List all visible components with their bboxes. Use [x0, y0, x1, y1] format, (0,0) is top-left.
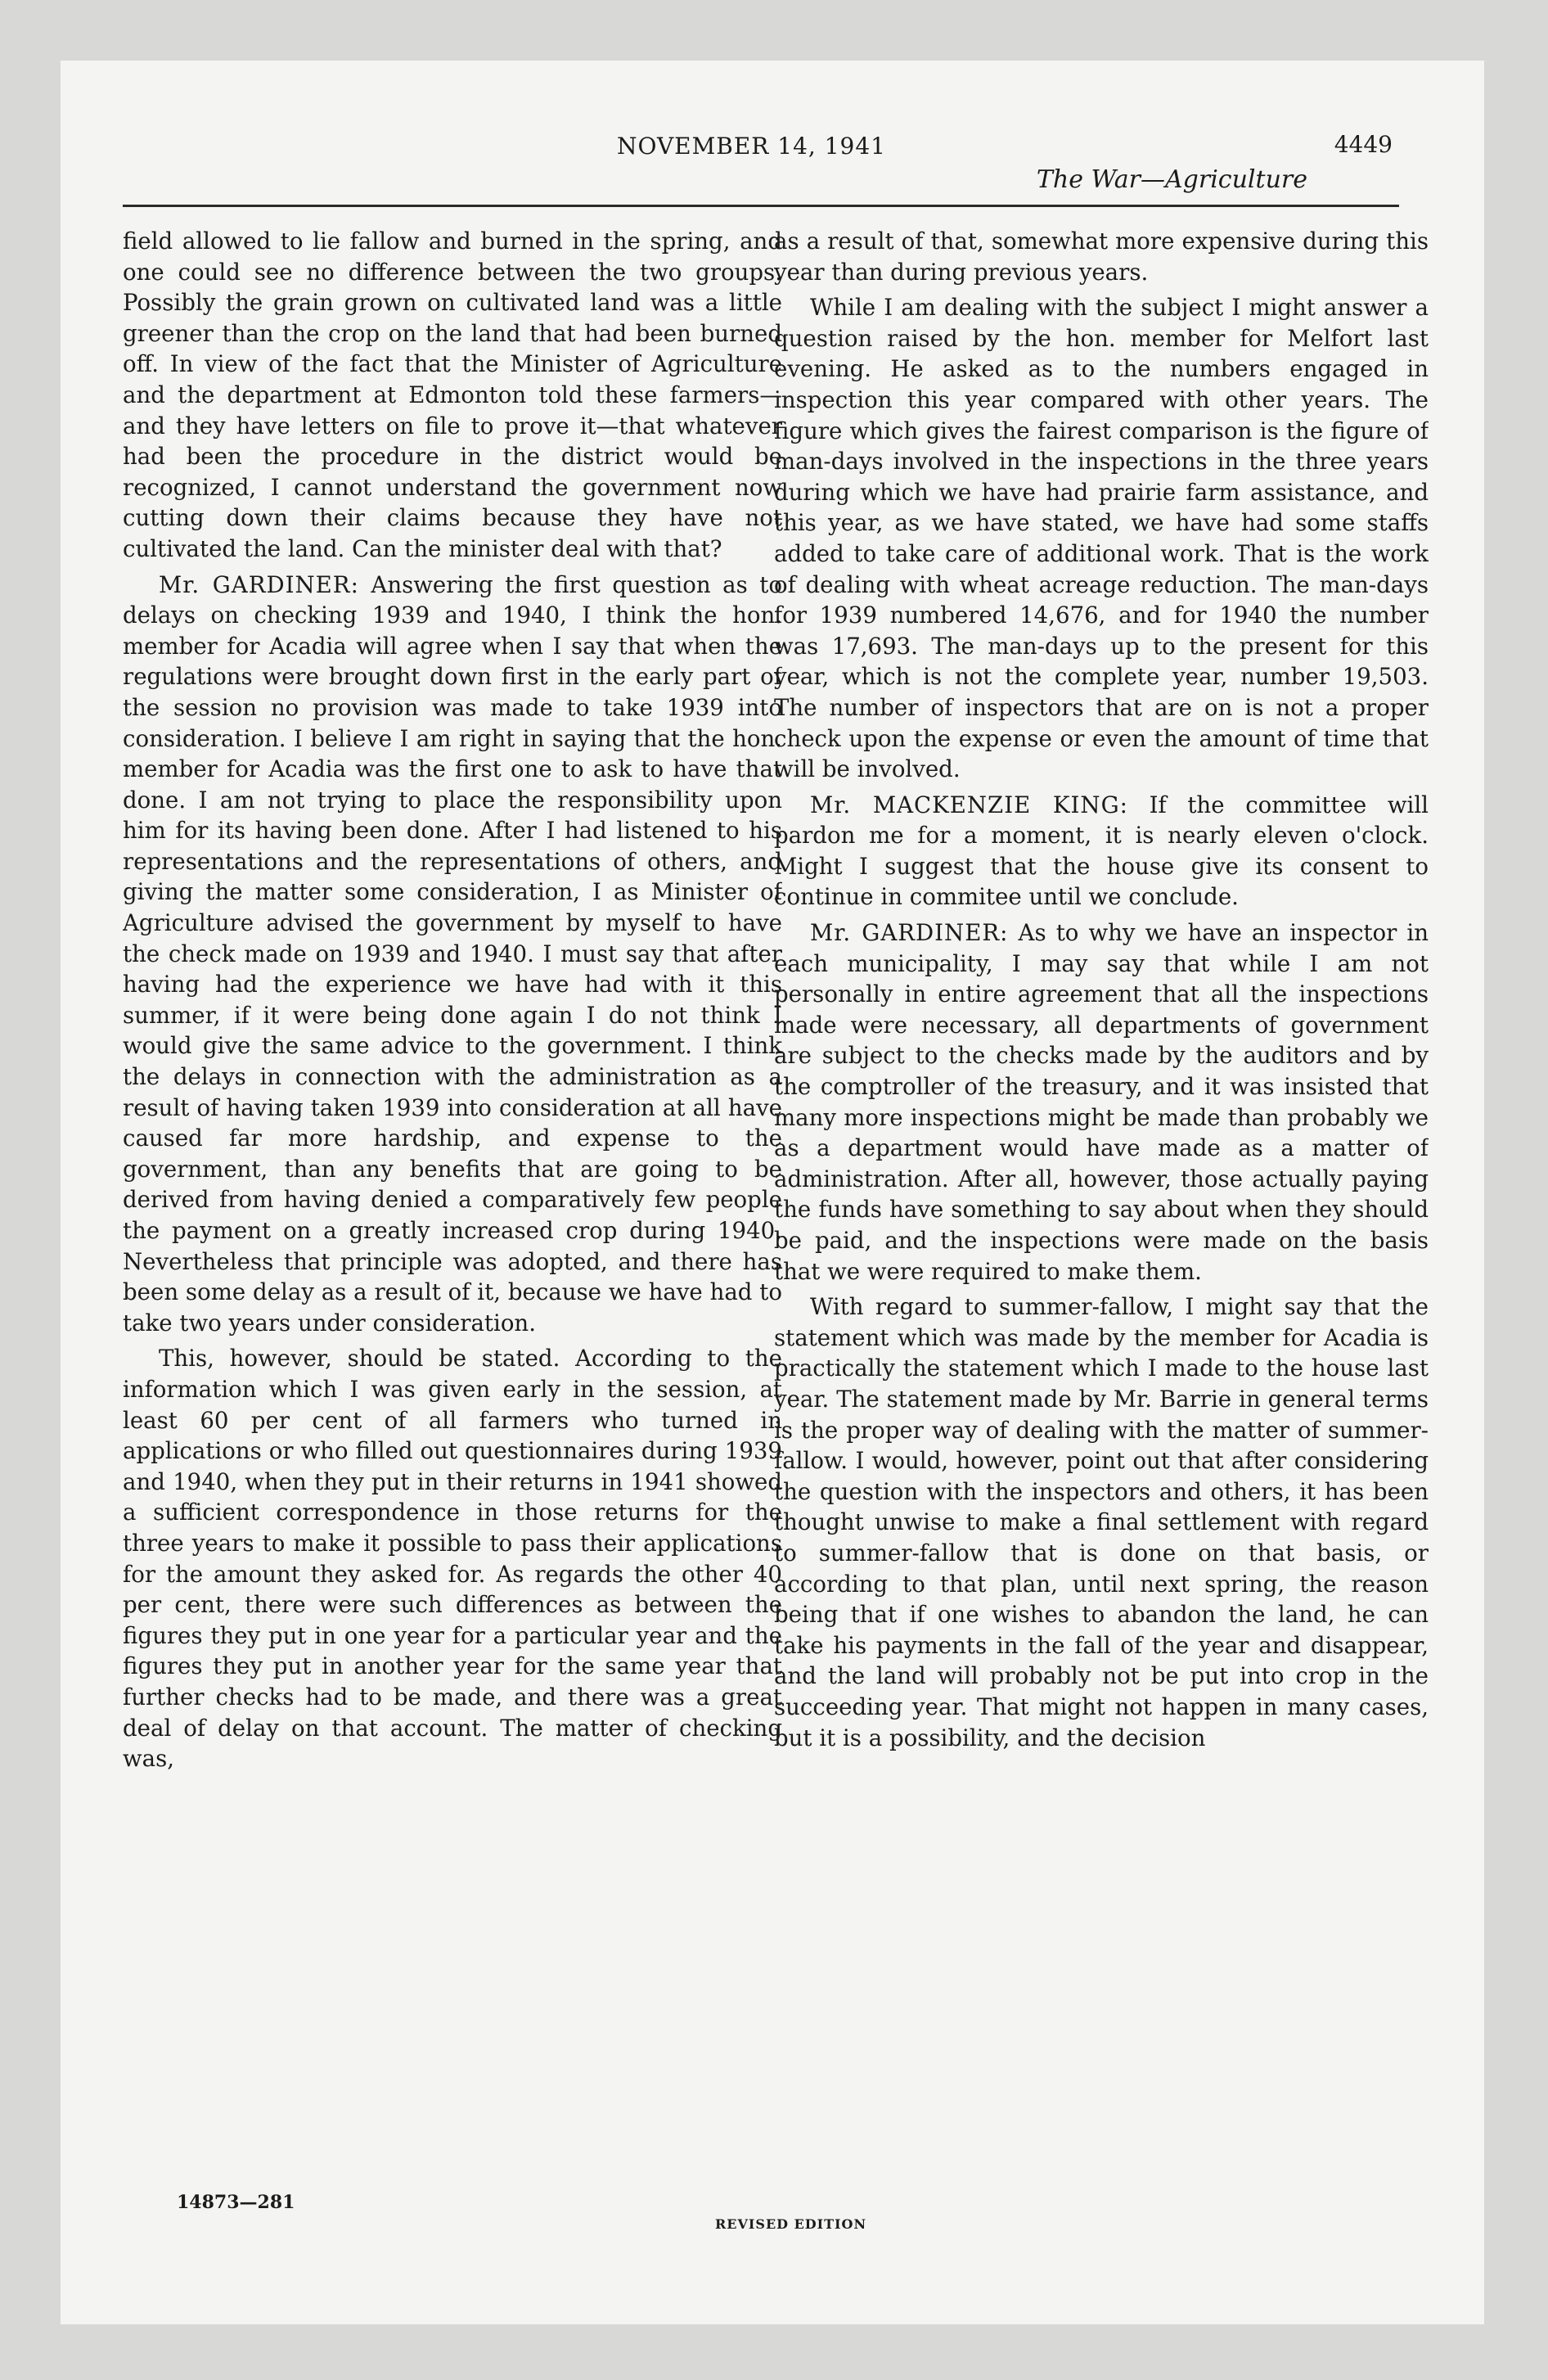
paragraph: [774, 790, 1429, 913]
left-column: [123, 226, 782, 2182]
paragraph-text: If the committee will pardon me for a moment, it is nearly eleven o'clock. Might I suggest that the house give its consent to continue in commitee until we conclude.: [774, 791, 1429, 911]
paragraph-text: field allowed to lie fallow and burned in the spring, and one could see no difference between the two groups. Possibly the grain grown on cultivated land was a little greener than the crop on the land that had been burned off. In view of the fact that the Minister of Agriculture and the department at Edmonton told these farmers—and they have letters on file to prove it—that whatever had been the procedure in the district would be recognized, I cannot understand the government now cutting down their claims because they have not cultivated the land. Can the minister deal with that?: [123, 228, 782, 562]
right-column: [774, 226, 1429, 2182]
paragraph-text: As to why we have an inspector in each municipality, I may say that while I am not personally in entire agreement that all the inspections made were necessary, all departments of government are subject to the checks made by the auditors and by the comptroller of the treasury, and it was insisted that many more inspections might be made than probably we as a department would have made as a matter of administration. After all, however, those actually paying the funds have something to say about when they should be paid, and the inspections were made on the basis that we were required to make them.: [774, 919, 1429, 1285]
paragraph: [774, 1291, 1429, 1753]
print-code: 14873—281: [177, 2192, 295, 2213]
paragraph-text: This, however, should be stated. According to the information which I was given early in the session, at least 60 per cent of all farmers who turned in applications or who filled out questionnaires during 1939 and 1940, when they put in their returns in 1941 showed a sufficient correspondence in those returns for the three years to make it possible to pass their applications for the amount they asked for. As regards the other 40 per cent, there were such differences as between the figures they put in one year for a particular year and the figures they put in another year for the same year that further checks had to be made, and there was a great deal of delay on that account. The matter of checking was,: [123, 1345, 782, 1773]
edition-label: REVISED EDITION: [715, 2216, 867, 2232]
speaker-name: Mr. GARDINER:: [159, 570, 359, 598]
paragraph-text: as a result of that, somewhat more expensive during this year than during previous years.: [774, 228, 1429, 286]
paragraph: [774, 226, 1429, 287]
paragraph: [774, 292, 1429, 785]
paragraph: [123, 226, 782, 565]
speaker-name: Mr. GARDINER:: [810, 919, 1009, 947]
paragraph-text: Answering the first question as to delays on checking 1939 and 1940, I think the hon. member for Acadia will agree when I say that when the regulations were brought down first in the early part of the session no provision was made to take 1939 into consideration. I believe I am right in saying that the hon. member for Acadia was the first one to ask to have that done. I am not trying to place the responsibility upon him for its having been done. After I had listened to his representations and the representations of others, and giving the matter some consideration, I as Minister of Agriculture advised the government by myself to have the check made on 1939 and 1940. I must say that after having had the experience we have had with it this summer, if it were being done again I do not think I would give the same advice to the government. I think the delays in connection with the administration as a result of having taken 1939 into consideration at all have caused far more hardship, and expense to the government, than any benefits that are going to be derived from having denied a comparatively few people the payment on a greatly increased crop during 1940. Nevertheless that principle was adopted, and there has been some delay as a result of it, because we have had to take two years under consideration.: [123, 570, 782, 1336]
page-header: [61, 61, 1484, 216]
header-rule: [123, 205, 1399, 207]
paragraph: [123, 1343, 782, 1774]
header-date: NOVEMBER 14, 1941: [617, 133, 886, 160]
paragraph-text: With regard to summer-fallow, I might say that the statement which was made by the member for Acadia is practically the statement which I made to the house last year. The statement made by Mr. Barrie in general terms is the proper way of dealing with the matter of summer-fallow. I would, however, point out that after considering the question with the inspectors and others, it has been thought unwise to make a final settlement with regard to summer-fallow that is done on that basis, or according to that plan, until next spring, the reason being that if one wishes to abandon the land, he can take his payments in the fall of the year and disappear, and the land will probably not be put into crop in the succeeding year. That might not happen in many cases, but it is a possibility, and the decision: [774, 1293, 1429, 1751]
section-title: The War—Agriculture: [1036, 165, 1307, 194]
paragraph: [123, 570, 782, 1339]
speaker-name: Mr. MACKENZIE KING:: [810, 791, 1128, 818]
page-number: 4449: [1334, 131, 1393, 158]
paragraph: [774, 917, 1429, 1287]
paragraph-text: While I am dealing with the subject I might answer a question raised by the hon. member for Melfort last evening. He asked as to the numbers engaged in inspection this year compared with other years. The figure which gives the fairest comparison is the figure of man-days involved in the inspections in the three years during which we have had prairie farm assistance, and this year, as we have stated, we have had some staffs added to take care of additional work. That is the work of dealing with wheat acreage reduction. The man-days for 1939 numbered 14,676, and for 1940 the number was 17,693. The man-days up to the present for this year, which is not the complete year, number 19,503. The number of inspectors that are on is not a proper check upon the expense or even the amount of time that will be involved.: [774, 294, 1429, 783]
page: [61, 61, 1484, 2324]
